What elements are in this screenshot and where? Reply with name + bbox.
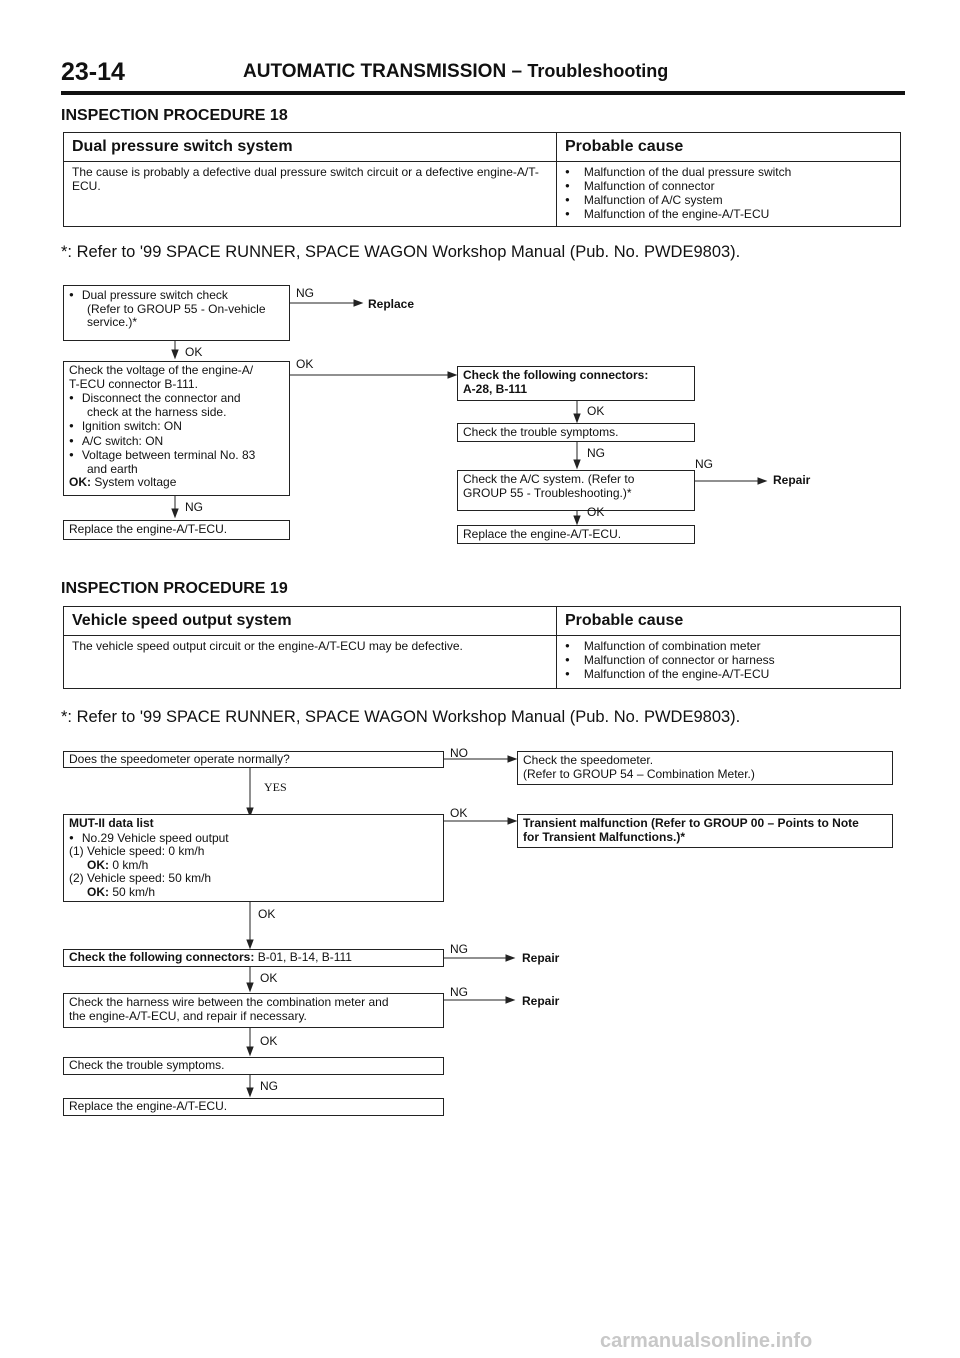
ok-criteria-value: System voltage — [94, 475, 177, 489]
step-text: Check the harness wire between the combination meter and — [69, 995, 389, 1009]
ok-criteria-value: 0 km/h — [112, 857, 149, 872]
ok-criteria-label: OK: — [87, 884, 109, 899]
step-text: and earth — [87, 461, 138, 476]
ok-label: OK — [587, 404, 605, 418]
ng-label: NG — [260, 1079, 278, 1093]
page-title: AUTOMATIC TRANSMISSION – Troubleshooting — [243, 61, 669, 82]
harness-check-box — [63, 993, 444, 1028]
step-text: A-28, B-111 — [463, 381, 528, 396]
ok-criteria-label: OK: — [69, 475, 91, 489]
step-text: (Refer to GROUP 55 - On-vehicle — [87, 301, 266, 316]
step-text: the engine-A/T-ECU, and repair if necessary. — [69, 1008, 307, 1023]
step-text: Check the voltage of the engine-A/ — [69, 363, 254, 377]
step-text: ● Disconnect the connector and — [69, 391, 241, 405]
ok-label: OK — [260, 971, 278, 985]
step-text: for Transient Malfunctions.)* — [523, 829, 686, 844]
step-text: Check the following connectors: — [69, 950, 255, 964]
ok-label: OK — [185, 345, 203, 359]
ng-label: NG — [450, 942, 468, 956]
symptom-description: The vehicle speed output circuit or the engine-A/T-ECU may be defective. — [64, 636, 557, 689]
cause-item: ● Malfunction of the dual pressure switch — [565, 165, 892, 179]
step-text: MUT-II data list — [69, 816, 154, 830]
trouble-symptoms-box: Check the trouble symptoms. — [457, 423, 695, 442]
step-text: Check the A/C system. (Refer to — [463, 472, 635, 486]
step-text: Transient malfunction (Refer to GROUP 00 – Points to Note — [523, 816, 859, 830]
page-number: 23-14 — [61, 58, 125, 86]
step-text: ● Voltage between terminal No. 83 — [69, 448, 255, 462]
replace-ecu-box: Replace the engine-A/T-ECU. — [63, 1098, 444, 1116]
step-text: (2) Vehicle speed: 50 km/h — [69, 871, 212, 885]
step-text: (Refer to GROUP 54 – Combination Meter.) — [523, 766, 755, 781]
section-subtitle: Troubleshooting — [527, 61, 669, 81]
step-text: service.)* — [87, 315, 138, 329]
procedure-19-title: INSPECTION PROCEDURE 19 — [61, 580, 288, 597]
ng-label: NG — [695, 457, 713, 471]
repair-action: Repair — [522, 951, 560, 965]
repair-action: Repair — [773, 473, 811, 487]
reference-note: *: Refer to '99 SPACE RUNNER, SPACE WAGON Workshop Manual (Pub. No. PWDE9803). — [61, 708, 741, 726]
no-label: NO — [450, 746, 468, 760]
replace-ecu-box: Replace the engine-A/T-ECU. — [63, 520, 290, 540]
ng-label: NG — [450, 985, 468, 999]
speedometer-question-box: Does the speedometer operate normally? — [63, 751, 444, 768]
ok-label: OK — [260, 1034, 278, 1048]
symptom-description: The cause is probably a defective dual pressure switch circuit or a defective engine-A/T-ECU. — [64, 162, 557, 227]
repair-action: Repair — [522, 994, 560, 1008]
check-connectors-box — [63, 949, 444, 967]
step-text: Check the speedometer. — [523, 753, 654, 767]
cause-header: Probable cause — [557, 133, 901, 162]
yes-label: YES — [264, 780, 287, 794]
step-text: B-01, B-14, B-111 — [257, 950, 352, 964]
transient-malfunction-box — [517, 814, 893, 848]
watermark: carmanualsonline.info — [600, 1330, 813, 1352]
ok-label: OK — [450, 806, 468, 820]
step-text: (1) Vehicle speed: 0 km/h — [69, 844, 205, 858]
step-text: Check the following connectors: — [463, 368, 649, 382]
cause-item: ● Malfunction of connector — [565, 179, 892, 193]
symptom-header: Dual pressure switch system — [64, 133, 557, 162]
procedure-18-title: INSPECTION PROCEDURE 18 — [61, 107, 288, 124]
ok-label: OK — [587, 505, 605, 519]
ok-label: OK — [258, 907, 276, 921]
ok-criteria-value: 50 km/h — [112, 884, 156, 899]
cause-item: ● Malfunction of connector or harness — [565, 653, 892, 667]
symptom-header: Vehicle speed output system — [64, 607, 557, 636]
step-text: T-ECU connector B-111. — [69, 376, 198, 391]
cause-item: ● Malfunction of the engine-A/T-ECU — [565, 667, 892, 681]
cause-item: ● Malfunction of combination meter — [565, 639, 892, 653]
cause-item: ● Malfunction of the engine-A/T-ECU — [565, 207, 892, 221]
cause-header: Probable cause — [557, 607, 901, 636]
reference-note: *: Refer to '99 SPACE RUNNER, SPACE WAGON Workshop Manual (Pub. No. PWDE9803). — [61, 243, 741, 261]
ng-label: NG — [587, 446, 605, 460]
cause-item: ● Malfunction of A/C system — [565, 193, 892, 207]
step-text: ● A/C switch: ON — [69, 434, 163, 448]
step-text: GROUP 55 - Troubleshooting.)* — [463, 485, 632, 500]
replace-ecu-box: Replace the engine-A/T-ECU. — [457, 525, 695, 544]
check-speedometer-box — [517, 751, 893, 785]
ng-label: NG — [185, 500, 203, 514]
mut-data-list-box — [63, 814, 444, 902]
ok-criteria-label: OK: — [87, 857, 109, 872]
ng-label: NG — [296, 286, 314, 300]
step-text: ● Ignition switch: ON — [69, 419, 182, 433]
trouble-symptoms-box: Check the trouble symptoms. — [63, 1057, 444, 1075]
section-title: AUTOMATIC TRANSMISSION — [243, 61, 507, 82]
ok-label: OK — [296, 357, 314, 371]
step-text: check at the harness side. — [87, 404, 227, 419]
step-text: ● Dual pressure switch check — [69, 288, 228, 302]
step-text: ● No.29 Vehicle speed output — [69, 831, 229, 845]
replace-action: Replace — [368, 297, 415, 311]
